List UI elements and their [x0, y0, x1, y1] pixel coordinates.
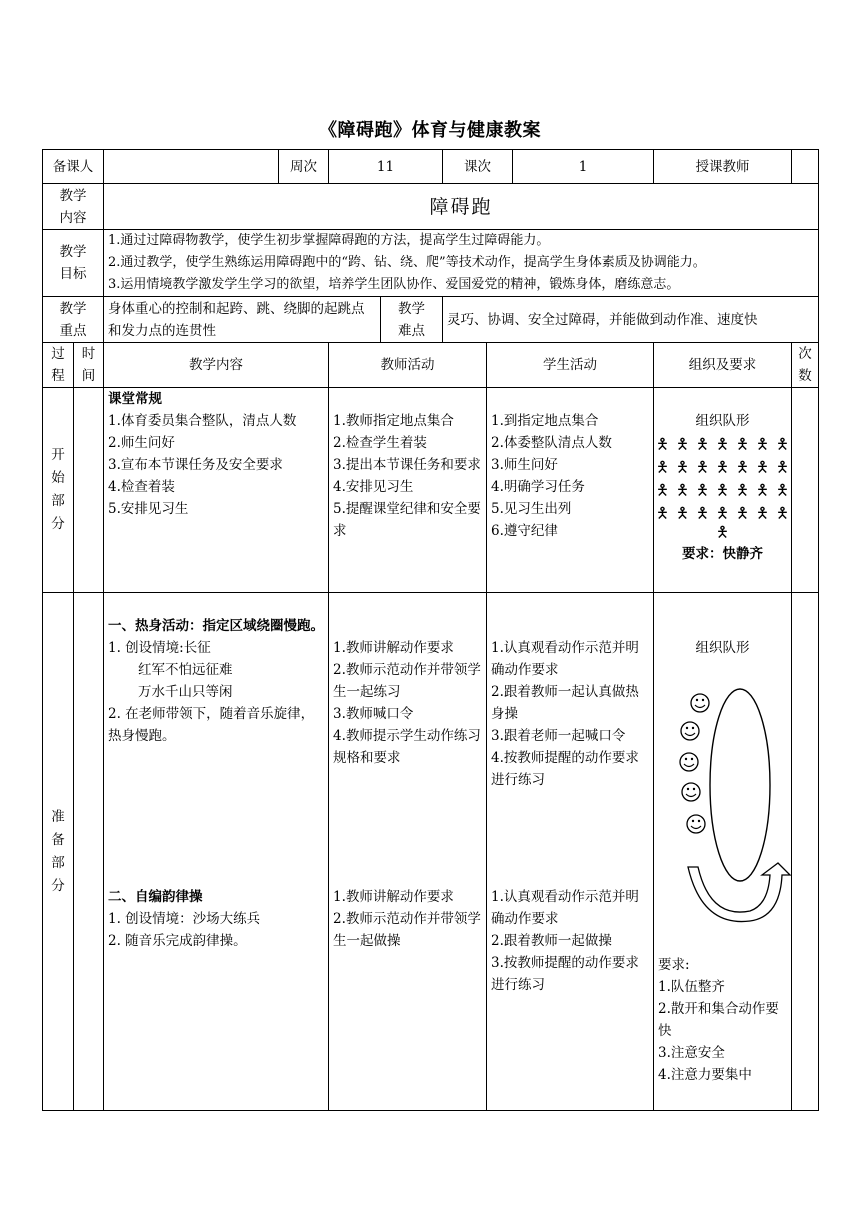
prep-student-item: 2.跟着教师一起认真做热身操	[491, 684, 639, 722]
dance-item: 1. 创设情境：沙场大练兵	[108, 911, 261, 927]
start-org	[654, 388, 792, 593]
prep-student	[487, 593, 654, 1111]
warmup-item: 2. 在老师带领下，随着音乐旋律，热身慢跑。	[108, 706, 315, 744]
start-content-item: 1.体育委员集合整队，清点人数	[108, 413, 297, 429]
start-org-requirement: 要求：快静齐	[682, 546, 763, 562]
student-figure-icon: 🯅	[655, 481, 670, 499]
student-figure-icon: 🯅	[675, 504, 690, 522]
start-student-item: 1.到指定地点集合	[491, 413, 599, 429]
prep-student-b	[491, 886, 649, 996]
prep-org-title: 组织队形	[695, 640, 750, 656]
student-figure-icon: 🯅	[775, 481, 790, 499]
col-process-line: 程	[51, 368, 65, 384]
student-figure-icon: 🯅	[695, 504, 710, 522]
start-student-item: 5.见习生出列	[491, 501, 572, 517]
phase-char: 开	[51, 447, 65, 463]
smiley-icon	[691, 694, 709, 712]
start-student-item: 3.师生问好	[491, 457, 558, 473]
goals-label-line: 教学	[59, 244, 87, 260]
teacher-figure-icon: 🯅	[715, 523, 730, 541]
start-student-item: 4.明确学习任务	[491, 479, 585, 495]
start-teacher-item: 3.提出本节课任务和要求	[333, 457, 481, 473]
req-item: 3.注意安全	[658, 1045, 725, 1061]
keypoints-label	[43, 297, 104, 343]
dance-item: 2. 随音乐完成韵律操。	[108, 933, 247, 949]
student-figure-icon: 🯅	[695, 435, 710, 453]
student-figure-icon: 🯅	[775, 504, 790, 522]
start-student-item: 2.体委整队清点人数	[491, 435, 612, 451]
phase-char: 备	[51, 831, 65, 848]
keypoints-value: 身体重心的控制和起跨、跳、绕脚的起跳点和发力点的连贯性	[104, 297, 381, 343]
difficulty-value: 灵巧、协调、安全过障碍，并能做到动作准、速度快	[443, 297, 819, 343]
prep-teacher-item: 1.教师讲解动作要求	[333, 640, 454, 656]
warmup-poem-line: 万水千山只等闲	[138, 684, 233, 700]
start-student-item: 6.遵守纪律	[491, 523, 558, 539]
keypoints-label-line: 重点	[59, 322, 87, 339]
preparer-value	[104, 150, 279, 184]
dance-title: 二、自编韵律操	[108, 889, 203, 905]
col-teacher: 教师活动	[329, 343, 487, 388]
student-figure-icon: 🯅	[755, 435, 770, 453]
start-content-title: 课堂常规	[108, 391, 162, 407]
start-content	[104, 388, 329, 593]
req-item: 2.散开和集合动作要快	[658, 1001, 779, 1039]
prep-teacher-item: 4.教师提示学生动作练习规格和要求	[333, 728, 481, 766]
lesson-plan-table	[42, 149, 819, 1111]
student-figure-icon: 🯅	[775, 458, 790, 476]
count-start	[792, 388, 819, 593]
start-teacher-item: 4.安排见习生	[333, 479, 414, 495]
warmup-title: 一、热身活动：指定区域绕圈慢跑。	[108, 618, 324, 634]
phase-prep	[43, 593, 74, 1111]
prep-student-item: 3.按教师提醒的动作要求进行练习	[491, 955, 639, 993]
difficulty-label	[381, 297, 443, 343]
prep-teacher-item: 2.教师示范动作并带领学生一起做操	[333, 911, 481, 949]
circular-arrow-icon	[688, 863, 790, 922]
col-count	[792, 343, 819, 388]
student-figure-icon: 🯅	[695, 481, 710, 499]
goals-list	[104, 230, 819, 297]
student-figure-icon: 🯅	[655, 504, 670, 522]
page-title: 《障碍跑》体育与健康教案	[319, 120, 541, 141]
student-figure-icon: 🯅	[735, 435, 750, 453]
student-figure-icon: 🯅	[675, 458, 690, 476]
teacher-value	[792, 150, 819, 184]
prep-student-item: 1.认真观看动作示范并明确动作要求	[491, 640, 639, 678]
student-figure-icon: 🯅	[675, 481, 690, 499]
col-student: 学生活动	[487, 343, 654, 388]
col-time	[74, 343, 104, 388]
student-figure-icon: 🯅	[655, 458, 670, 476]
col-count-line: 数	[798, 368, 812, 384]
student-figure-icon: 🯅	[755, 481, 770, 499]
start-teacher-item: 5.提醒课堂纪律和安全要求	[333, 501, 481, 539]
student-figure-icon: 🯅	[775, 435, 790, 453]
formation-grid	[655, 435, 790, 522]
goal-item: 3.运用情境教学激发学生学习的欲望，培养学生团队协作、爱国爱党的精神，锻炼身体，磨练意志。	[108, 277, 680, 292]
prep-student-item: 3.跟着老师一起喊口令	[491, 728, 626, 744]
student-figure-icon: 🯅	[735, 458, 750, 476]
student-figure-icon: 🯅	[735, 481, 750, 499]
prep-org	[654, 593, 792, 1111]
phase-char: 准	[51, 808, 65, 825]
warmup-item: 1. 创设情境:长征	[108, 640, 211, 656]
col-content: 教学内容	[104, 343, 329, 388]
student-figure-icon: 🯅	[715, 504, 730, 522]
difficulty-label-line: 难点	[398, 322, 425, 339]
week-value: 11	[329, 150, 443, 184]
goal-item: 2.通过教学，使学生熟练运用障碍跑中的“跨、钻、绕、爬”等技术动作，提高学生身体素质及协调能力。	[108, 255, 706, 270]
oval-track-diagram	[654, 685, 792, 925]
lesson-label: 课次	[443, 150, 513, 184]
teacher-label: 授课教师	[654, 150, 792, 184]
student-figure-icon: 🯅	[715, 481, 730, 499]
start-org-title: 组织队形	[695, 413, 750, 429]
content-label-line: 教学	[59, 187, 87, 204]
col-time-line: 间	[81, 368, 96, 384]
col-count-line: 次	[798, 346, 812, 362]
student-figure-icon: 🯅	[755, 458, 770, 476]
time-prep	[74, 593, 104, 1111]
phase-char: 部	[51, 854, 65, 871]
student-figure-icon: 🯅	[715, 458, 730, 476]
prep-student-item: 1.认真观看动作示范并明确动作要求	[491, 889, 639, 927]
req-title: 要求:	[658, 957, 690, 973]
student-figure-icon: 🯅	[675, 435, 690, 453]
col-process	[43, 343, 74, 388]
start-teacher-item: 2.检查学生着装	[333, 435, 427, 451]
count-prep	[792, 593, 819, 1111]
start-content-item: 2.师生问好	[108, 435, 175, 451]
phase-char: 部	[51, 493, 65, 509]
running-track-oval	[710, 689, 770, 881]
student-figure-icon: 🯅	[735, 504, 750, 522]
student-figure-icon: 🯅	[715, 435, 730, 453]
prep-teacher-item: 2.教师示范动作并带领学生一起练习	[333, 662, 481, 700]
dance-block	[108, 886, 324, 952]
start-content-item: 4.检查着装	[108, 479, 175, 495]
goals-label-line: 目标	[59, 266, 87, 282]
smiley-icon	[681, 722, 699, 740]
req-item: 4.注意力要集中	[658, 1067, 752, 1083]
goals-label	[43, 230, 104, 297]
phase-char: 始	[51, 470, 65, 486]
difficulty-label-line: 教学	[398, 300, 425, 317]
prep-teacher	[329, 593, 487, 1111]
prep-content	[104, 593, 329, 1111]
smiley-icon	[687, 815, 705, 833]
smiley-icon	[680, 753, 698, 771]
start-teacher-item: 1.教师指定地点集合	[333, 413, 454, 429]
phase-start	[43, 388, 74, 593]
smiley-icon	[682, 783, 700, 801]
prep-teacher-b	[333, 886, 482, 952]
phase-char: 分	[51, 516, 65, 532]
prep-teacher-item: 1.教师讲解动作要求	[333, 889, 454, 905]
req-item: 1.队伍整齐	[658, 979, 725, 995]
prep-teacher-item: 3.教师喊口令	[333, 706, 414, 722]
start-content-item: 3.宣布本节课任务及安全要求	[108, 457, 283, 473]
prep-student-item: 4.按教师提醒的动作要求进行练习	[491, 750, 639, 788]
student-figure-icon: 🯅	[655, 435, 670, 453]
keypoints-label-line: 教学	[59, 300, 87, 317]
content-label-line: 内容	[59, 209, 87, 226]
col-org: 组织及要求	[654, 343, 792, 388]
col-time-line: 时	[81, 346, 96, 362]
lesson-value: 1	[513, 150, 654, 184]
content-label	[43, 184, 104, 230]
phase-char: 分	[51, 877, 65, 894]
goal-item: 1.通过过障碍物教学，使学生初步掌握障碍跑的方法，提高学生过障碍能力。	[108, 233, 550, 248]
col-process-line: 过	[51, 346, 65, 362]
week-label: 周次	[279, 150, 329, 184]
prep-student-item: 2.跟着教师一起做操	[491, 933, 612, 949]
warmup-poem-line: 红军不怕远征难	[138, 662, 233, 678]
student-figure-icon: 🯅	[695, 458, 710, 476]
content-value: 障碍跑	[104, 184, 819, 230]
preparer-label: 备课人	[43, 150, 104, 184]
prep-requirements	[658, 954, 787, 1086]
start-content-item: 5.安排见习生	[108, 501, 189, 517]
student-figure-icon: 🯅	[755, 504, 770, 522]
time-start	[74, 388, 104, 593]
start-teacher	[329, 388, 487, 593]
start-student	[487, 388, 654, 593]
